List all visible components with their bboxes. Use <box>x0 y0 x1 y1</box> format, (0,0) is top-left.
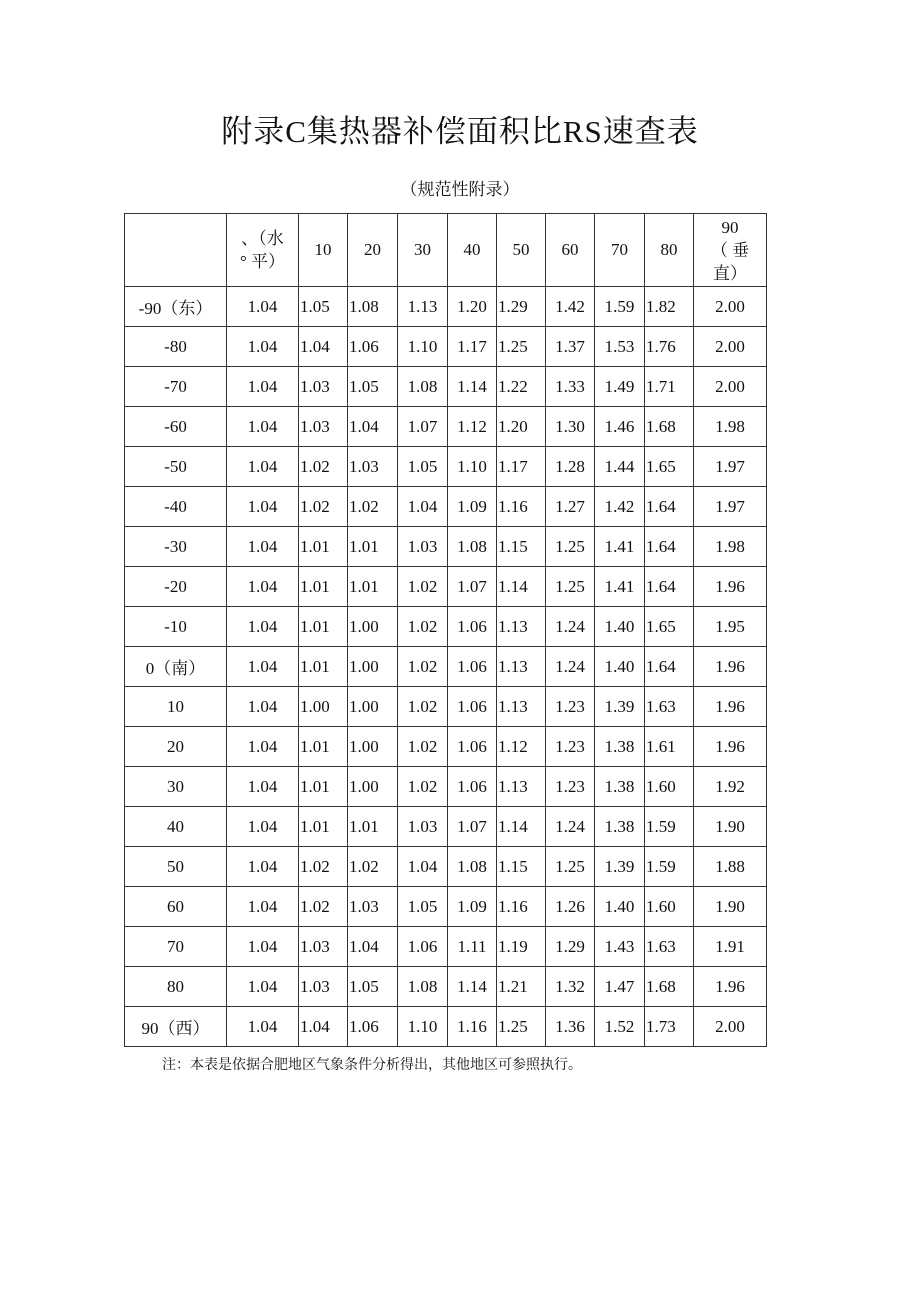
value-cell: 1.04 <box>227 287 299 327</box>
value-cell: 1.68 <box>645 967 694 1007</box>
table-row <box>125 967 767 1007</box>
header-tilt-70: 70 <box>595 214 645 287</box>
value-cell: 1.12 <box>448 407 497 447</box>
value-cell: 1.04 <box>227 887 299 927</box>
value-cell: 1.06 <box>398 927 448 967</box>
azimuth-cell: -30 <box>125 527 227 567</box>
value-cell: 1.06 <box>448 687 497 727</box>
value-cell: 1.04 <box>398 847 448 887</box>
value-cell: 1.71 <box>645 367 694 407</box>
value-cell: 1.96 <box>694 727 767 767</box>
value-cell: 1.64 <box>645 527 694 567</box>
value-cell: 1.41 <box>595 527 645 567</box>
value-cell: 1.00 <box>348 727 398 767</box>
value-cell: 1.04 <box>227 567 299 607</box>
value-cell: 1.15 <box>497 527 546 567</box>
value-cell: 1.28 <box>546 447 595 487</box>
value-cell: 1.68 <box>645 407 694 447</box>
value-cell: 1.02 <box>398 727 448 767</box>
value-cell: 1.01 <box>299 647 348 687</box>
table-row <box>125 687 767 727</box>
value-cell: 1.02 <box>398 567 448 607</box>
value-cell: 1.04 <box>227 1007 299 1047</box>
value-cell: 1.02 <box>398 687 448 727</box>
table-row <box>125 887 767 927</box>
azimuth-cell: -80 <box>125 327 227 367</box>
value-cell: 1.98 <box>694 407 767 447</box>
value-cell: 1.10 <box>448 447 497 487</box>
table-row <box>125 367 767 407</box>
value-cell: 1.38 <box>595 807 645 847</box>
value-cell: 1.14 <box>497 567 546 607</box>
azimuth-cell: 50 <box>125 847 227 887</box>
value-cell: 1.03 <box>398 807 448 847</box>
value-cell: 1.29 <box>497 287 546 327</box>
value-cell: 1.96 <box>694 567 767 607</box>
value-cell: 1.29 <box>546 927 595 967</box>
value-cell: 1.04 <box>227 927 299 967</box>
value-cell: 1.10 <box>398 1007 448 1047</box>
value-cell: 1.02 <box>398 767 448 807</box>
value-cell: 1.16 <box>448 1007 497 1047</box>
value-cell: 1.10 <box>398 327 448 367</box>
value-cell: 1.23 <box>546 767 595 807</box>
table-row <box>125 767 767 807</box>
value-cell: 1.63 <box>645 927 694 967</box>
value-cell: 1.02 <box>398 647 448 687</box>
table-row <box>125 1007 767 1047</box>
value-cell: 1.30 <box>546 407 595 447</box>
value-cell: 1.39 <box>595 847 645 887</box>
page-title: 附录C集热器补偿面积比RS速查表 <box>221 114 699 149</box>
value-cell: 1.43 <box>595 927 645 967</box>
header-tilt-0-line1: 、（水 <box>241 229 284 248</box>
value-cell: 1.07 <box>448 567 497 607</box>
header-tilt-20: 20 <box>348 214 398 287</box>
value-cell: 1.08 <box>448 847 497 887</box>
value-cell: 1.24 <box>546 607 595 647</box>
value-cell: 1.59 <box>595 287 645 327</box>
value-cell: 1.41 <box>595 567 645 607</box>
table-row <box>125 847 767 887</box>
value-cell: 1.15 <box>497 847 546 887</box>
table-row <box>125 807 767 847</box>
value-cell: 1.01 <box>299 527 348 567</box>
value-cell: 1.02 <box>299 847 348 887</box>
azimuth-cell: -40 <box>125 487 227 527</box>
value-cell: 1.08 <box>348 287 398 327</box>
value-cell: 1.13 <box>398 287 448 327</box>
value-cell: 1.08 <box>448 527 497 567</box>
value-cell: 1.12 <box>497 727 546 767</box>
azimuth-cell: -60 <box>125 407 227 447</box>
value-cell: 1.02 <box>348 847 398 887</box>
value-cell: 1.24 <box>546 807 595 847</box>
header-tilt-30: 30 <box>398 214 448 287</box>
value-cell: 1.97 <box>694 447 767 487</box>
value-cell: 1.02 <box>348 487 398 527</box>
azimuth-cell: -50 <box>125 447 227 487</box>
value-cell: 1.42 <box>546 287 595 327</box>
value-cell: 1.44 <box>595 447 645 487</box>
value-cell: 1.04 <box>227 487 299 527</box>
value-cell: 1.90 <box>694 807 767 847</box>
value-cell: 1.96 <box>694 967 767 1007</box>
table-row <box>125 727 767 767</box>
value-cell: 1.04 <box>227 967 299 1007</box>
value-cell: 1.26 <box>546 887 595 927</box>
value-cell: 1.32 <box>546 967 595 1007</box>
azimuth-cell: -70 <box>125 367 227 407</box>
value-cell: 1.82 <box>645 287 694 327</box>
value-cell: 1.00 <box>299 687 348 727</box>
value-cell: 1.96 <box>694 687 767 727</box>
value-cell: 1.03 <box>299 367 348 407</box>
value-cell: 1.20 <box>497 407 546 447</box>
value-cell: 1.01 <box>348 807 398 847</box>
azimuth-cell: -20 <box>125 567 227 607</box>
value-cell: 1.65 <box>645 447 694 487</box>
value-cell: 1.46 <box>595 407 645 447</box>
value-cell: 1.25 <box>546 567 595 607</box>
value-cell: 1.16 <box>497 887 546 927</box>
table-row <box>125 327 767 367</box>
value-cell: 1.01 <box>299 767 348 807</box>
value-cell: 1.04 <box>227 327 299 367</box>
value-cell: 1.16 <box>497 487 546 527</box>
value-cell: 1.98 <box>694 527 767 567</box>
value-cell: 1.06 <box>448 727 497 767</box>
rs-lookup-table <box>124 213 767 1047</box>
value-cell: 1.05 <box>348 367 398 407</box>
value-cell: 1.04 <box>227 727 299 767</box>
header-tilt-90-line2: （ 垂 <box>710 240 750 260</box>
header-tilt-0 <box>227 214 299 287</box>
table-row <box>125 407 767 447</box>
value-cell: 1.59 <box>645 807 694 847</box>
value-cell: 1.73 <box>645 1007 694 1047</box>
value-cell: 1.03 <box>398 527 448 567</box>
value-cell: 1.22 <box>497 367 546 407</box>
table-row <box>125 487 767 527</box>
table-row <box>125 447 767 487</box>
value-cell: 1.04 <box>348 927 398 967</box>
value-cell: 1.04 <box>398 487 448 527</box>
azimuth-cell: 0（南） <box>125 647 227 687</box>
value-cell: 1.01 <box>348 527 398 567</box>
value-cell: 1.27 <box>546 487 595 527</box>
azimuth-cell: 20 <box>125 727 227 767</box>
azimuth-cell: -90（东） <box>125 287 227 327</box>
value-cell: 1.53 <box>595 327 645 367</box>
value-cell: 1.04 <box>348 407 398 447</box>
azimuth-cell: 10 <box>125 687 227 727</box>
value-cell: 1.20 <box>448 287 497 327</box>
value-cell: 1.38 <box>595 767 645 807</box>
value-cell: 1.17 <box>448 327 497 367</box>
value-cell: 1.02 <box>299 487 348 527</box>
table-row <box>125 647 767 687</box>
value-cell: 1.04 <box>227 607 299 647</box>
value-cell: 1.01 <box>348 567 398 607</box>
value-cell: 1.96 <box>694 647 767 687</box>
table-row <box>125 287 767 327</box>
header-tilt-10: 10 <box>299 214 348 287</box>
value-cell: 1.60 <box>645 887 694 927</box>
value-cell: 1.01 <box>299 727 348 767</box>
value-cell: 1.07 <box>448 807 497 847</box>
value-cell: 2.00 <box>694 367 767 407</box>
value-cell: 1.91 <box>694 927 767 967</box>
value-cell: 1.92 <box>694 767 767 807</box>
value-cell: 1.13 <box>497 687 546 727</box>
value-cell: 1.04 <box>227 527 299 567</box>
value-cell: 1.05 <box>299 287 348 327</box>
header-tilt-90 <box>694 214 767 287</box>
value-cell: 1.09 <box>448 487 497 527</box>
table-row <box>125 607 767 647</box>
value-cell: 1.04 <box>299 327 348 367</box>
table-header-row <box>125 214 767 287</box>
value-cell: 1.04 <box>227 807 299 847</box>
value-cell: 1.47 <box>595 967 645 1007</box>
value-cell: 1.40 <box>595 607 645 647</box>
value-cell: 1.06 <box>448 647 497 687</box>
value-cell: 1.97 <box>694 487 767 527</box>
value-cell: 1.04 <box>227 407 299 447</box>
table-note: 注：本表是依据合肥地区气象条件分析得出，其他地区可参照执行。 <box>162 1057 582 1073</box>
value-cell: 1.60 <box>645 767 694 807</box>
azimuth-cell: 90（西） <box>125 1007 227 1047</box>
value-cell: 1.25 <box>497 327 546 367</box>
value-cell: 1.03 <box>299 967 348 1007</box>
value-cell: 1.04 <box>227 447 299 487</box>
value-cell: 2.00 <box>694 287 767 327</box>
value-cell: 1.40 <box>595 887 645 927</box>
value-cell: 1.13 <box>497 607 546 647</box>
azimuth-cell: 80 <box>125 967 227 1007</box>
value-cell: 1.95 <box>694 607 767 647</box>
value-cell: 1.09 <box>448 887 497 927</box>
table-row <box>125 927 767 967</box>
page-subtitle: （规范性附录） <box>400 180 520 199</box>
value-cell: 1.49 <box>595 367 645 407</box>
value-cell: 1.21 <box>497 967 546 1007</box>
value-cell: 1.25 <box>497 1007 546 1047</box>
value-cell: 1.03 <box>348 447 398 487</box>
value-cell: 1.64 <box>645 647 694 687</box>
value-cell: 1.04 <box>227 767 299 807</box>
header-tilt-0-line2: ° 平） <box>239 252 286 271</box>
value-cell: 1.06 <box>448 607 497 647</box>
value-cell: 1.64 <box>645 567 694 607</box>
azimuth-cell: 70 <box>125 927 227 967</box>
value-cell: 1.23 <box>546 687 595 727</box>
value-cell: 1.04 <box>227 847 299 887</box>
value-cell: 1.08 <box>398 367 448 407</box>
value-cell: 1.76 <box>645 327 694 367</box>
value-cell: 1.00 <box>348 647 398 687</box>
value-cell: 1.38 <box>595 727 645 767</box>
value-cell: 1.05 <box>348 967 398 1007</box>
value-cell: 1.39 <box>595 687 645 727</box>
value-cell: 1.65 <box>645 607 694 647</box>
value-cell: 1.02 <box>398 607 448 647</box>
value-cell: 1.03 <box>299 407 348 447</box>
header-tilt-90-line1: 90 <box>721 217 739 237</box>
value-cell: 1.14 <box>448 967 497 1007</box>
table-row <box>125 527 767 567</box>
value-cell: 1.01 <box>299 807 348 847</box>
value-cell: 2.00 <box>694 327 767 367</box>
value-cell: 1.04 <box>227 647 299 687</box>
value-cell: 1.05 <box>398 447 448 487</box>
value-cell: 2.00 <box>694 1007 767 1047</box>
value-cell: 1.40 <box>595 647 645 687</box>
value-cell: 1.03 <box>348 887 398 927</box>
header-tilt-90-line3: 直） <box>713 263 747 283</box>
value-cell: 1.17 <box>497 447 546 487</box>
value-cell: 1.01 <box>299 607 348 647</box>
table-row <box>125 567 767 607</box>
value-cell: 1.01 <box>299 567 348 607</box>
azimuth-cell: 40 <box>125 807 227 847</box>
value-cell: 1.13 <box>497 767 546 807</box>
value-cell: 1.06 <box>448 767 497 807</box>
value-cell: 1.52 <box>595 1007 645 1047</box>
header-tilt-80: 80 <box>645 214 694 287</box>
value-cell: 1.14 <box>448 367 497 407</box>
value-cell: 1.06 <box>348 327 398 367</box>
value-cell: 1.64 <box>645 487 694 527</box>
value-cell: 1.24 <box>546 647 595 687</box>
value-cell: 1.00 <box>348 607 398 647</box>
value-cell: 1.04 <box>227 687 299 727</box>
azimuth-cell: 30 <box>125 767 227 807</box>
value-cell: 1.04 <box>227 367 299 407</box>
value-cell: 1.37 <box>546 327 595 367</box>
value-cell: 1.02 <box>299 447 348 487</box>
value-cell: 1.00 <box>348 767 398 807</box>
value-cell: 1.13 <box>497 647 546 687</box>
value-cell: 1.07 <box>398 407 448 447</box>
azimuth-cell: 60 <box>125 887 227 927</box>
value-cell: 1.05 <box>398 887 448 927</box>
value-cell: 1.90 <box>694 887 767 927</box>
value-cell: 1.25 <box>546 847 595 887</box>
value-cell: 1.02 <box>299 887 348 927</box>
value-cell: 1.04 <box>299 1007 348 1047</box>
value-cell: 1.08 <box>398 967 448 1007</box>
value-cell: 1.06 <box>348 1007 398 1047</box>
value-cell: 1.00 <box>348 687 398 727</box>
header-tilt-40: 40 <box>448 214 497 287</box>
value-cell: 1.03 <box>299 927 348 967</box>
value-cell: 1.23 <box>546 727 595 767</box>
azimuth-cell: -10 <box>125 607 227 647</box>
header-tilt-50: 50 <box>497 214 546 287</box>
value-cell: 1.61 <box>645 727 694 767</box>
value-cell: 1.63 <box>645 687 694 727</box>
value-cell: 1.42 <box>595 487 645 527</box>
value-cell: 1.88 <box>694 847 767 887</box>
value-cell: 1.19 <box>497 927 546 967</box>
value-cell: 1.25 <box>546 527 595 567</box>
value-cell: 1.59 <box>645 847 694 887</box>
value-cell: 1.11 <box>448 927 497 967</box>
value-cell: 1.14 <box>497 807 546 847</box>
header-tilt-60: 60 <box>546 214 595 287</box>
header-corner-cell <box>125 214 227 287</box>
value-cell: 1.36 <box>546 1007 595 1047</box>
value-cell: 1.33 <box>546 367 595 407</box>
